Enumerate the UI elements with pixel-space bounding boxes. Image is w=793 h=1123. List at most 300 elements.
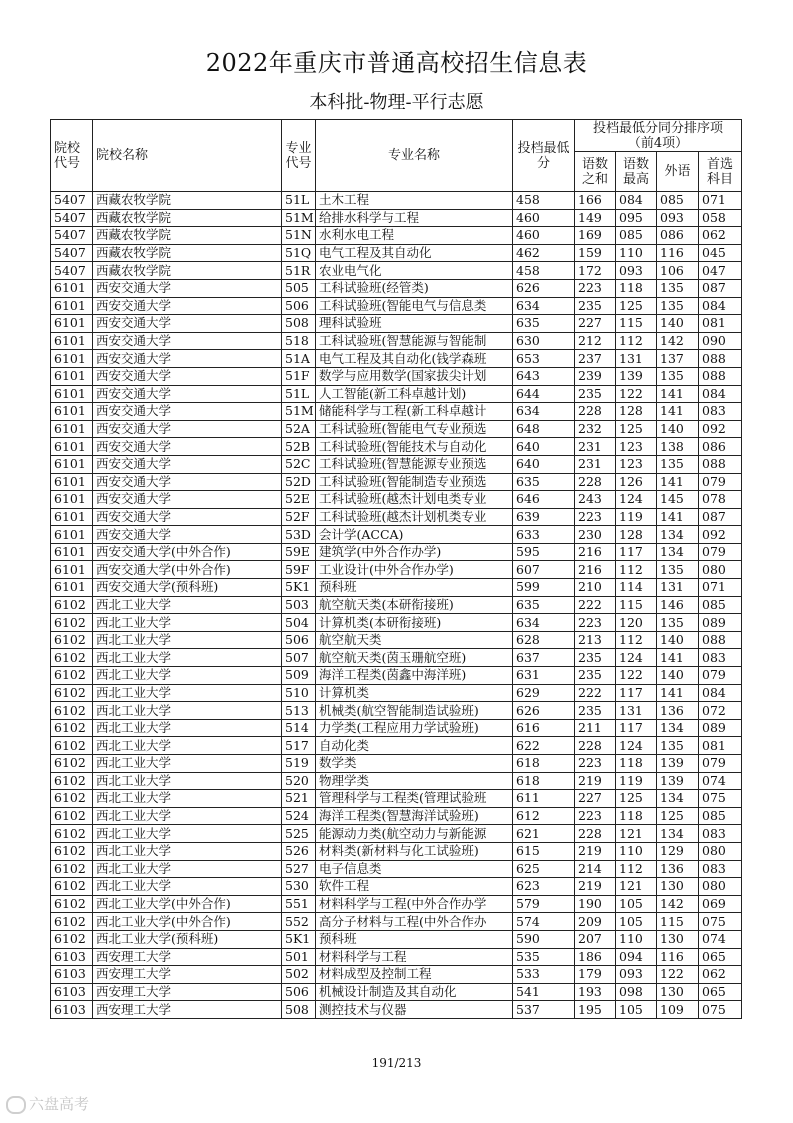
yushu-max-cell: 114: [616, 579, 657, 597]
major-name-cell: 会计学(ACCA): [316, 526, 513, 544]
major-name-cell: 工科试验班(智能制造专业预选: [316, 473, 513, 491]
school-code-cell: 6102: [51, 719, 93, 737]
school-code-cell: 6103: [51, 983, 93, 1001]
english-score-cell: 141: [657, 508, 699, 526]
school-name-cell: 西北工业大学: [93, 649, 282, 667]
major-name-cell: 测控技术与仪器: [316, 1001, 513, 1019]
first-subject-score-cell: 079: [699, 473, 742, 491]
first-subject-score-cell: 084: [699, 297, 742, 315]
school-name-cell: 西北工业大学(预科班): [93, 930, 282, 948]
school-code-cell: 6103: [51, 966, 93, 984]
major-code-cell: 524: [282, 807, 316, 825]
school-code-cell: 6103: [51, 1001, 93, 1019]
first-subject-score-cell: 062: [699, 227, 742, 245]
school-name-cell: 西安交通大学: [93, 473, 282, 491]
major-name-cell: 计算机类(本研衔接班): [316, 614, 513, 632]
major-name-cell: 力学类(工程应用力学试验班): [316, 719, 513, 737]
school-name-cell: 西藏农牧学院: [93, 227, 282, 245]
school-name-cell: 西藏农牧学院: [93, 209, 282, 227]
table-row: [51, 543, 742, 561]
school-code-cell: 6101: [51, 438, 93, 456]
yushu-max-cell: 124: [616, 649, 657, 667]
school-name-cell: 西安交通大学: [93, 403, 282, 421]
major-name-cell: 工科试验班(越杰计划电类专业: [316, 491, 513, 509]
school-code-cell: 6101: [51, 279, 93, 297]
major-code-cell: 526: [282, 842, 316, 860]
yushu-sum-cell: 179: [575, 966, 616, 984]
table-row: [51, 227, 742, 245]
english-score-cell: 141: [657, 649, 699, 667]
major-name-cell: 工业设计(中外合作办学): [316, 561, 513, 579]
major-code-cell: 52B: [282, 438, 316, 456]
yushu-sum-cell: 232: [575, 420, 616, 438]
school-code-cell: 6101: [51, 315, 93, 333]
yushu-sum-cell: 223: [575, 755, 616, 773]
min-score-cell: 599: [513, 579, 575, 597]
school-code-cell: 6102: [51, 895, 93, 913]
min-score-cell: 626: [513, 279, 575, 297]
major-code-cell: 52C: [282, 455, 316, 473]
min-score-cell: 630: [513, 332, 575, 350]
min-score-cell: 646: [513, 491, 575, 509]
school-code-cell: 6102: [51, 755, 93, 773]
yushu-max-cell: 098: [616, 983, 657, 1001]
table-row: [51, 403, 742, 421]
school-code-cell: 5407: [51, 262, 93, 280]
major-code-cell: 518: [282, 332, 316, 350]
major-name-cell: 农业电气化: [316, 262, 513, 280]
english-score-cell: 142: [657, 895, 699, 913]
min-score-cell: 640: [513, 438, 575, 456]
yushu-sum-cell: 210: [575, 579, 616, 597]
major-name-cell: 工科试验班(越杰计划机类专业: [316, 508, 513, 526]
yushu-max-cell: 085: [616, 227, 657, 245]
major-code-cell: 507: [282, 649, 316, 667]
school-name-cell: 西安交通大学: [93, 350, 282, 368]
table-row: [51, 614, 742, 632]
yushu-max-cell: 117: [616, 684, 657, 702]
yushu-max-cell: 119: [616, 772, 657, 790]
english-score-cell: 131: [657, 579, 699, 597]
yushu-max-cell: 105: [616, 913, 657, 931]
school-code-cell: 6102: [51, 702, 93, 720]
table-row: [51, 930, 742, 948]
page-title: 2022年重庆市普通高校招生信息表: [205, 49, 588, 77]
english-score-cell: 137: [657, 350, 699, 368]
major-code-cell: 552: [282, 913, 316, 931]
first-subject-score-cell: 065: [699, 983, 742, 1001]
school-name-cell: 西安理工大学: [93, 1001, 282, 1019]
first-subject-score-cell: 083: [699, 860, 742, 878]
yushu-sum-cell: 207: [575, 930, 616, 948]
table-row: [51, 385, 742, 403]
table-row: [51, 244, 742, 262]
min-score-cell: 622: [513, 737, 575, 755]
school-code-cell: 6102: [51, 913, 93, 931]
yushu-sum-cell: 211: [575, 719, 616, 737]
header-yushu-sum: 语数之和: [575, 152, 616, 192]
first-subject-score-cell: 075: [699, 1001, 742, 1019]
min-score-cell: 635: [513, 596, 575, 614]
english-score-cell: 129: [657, 842, 699, 860]
min-score-cell: 634: [513, 403, 575, 421]
yushu-sum-cell: 169: [575, 227, 616, 245]
school-code-cell: 6102: [51, 631, 93, 649]
yushu-max-cell: 094: [616, 948, 657, 966]
yushu-max-cell: 131: [616, 350, 657, 368]
english-score-cell: 116: [657, 244, 699, 262]
yushu-max-cell: 095: [616, 209, 657, 227]
major-name-cell: 能源动力类(航空动力与新能源: [316, 825, 513, 843]
major-code-cell: 506: [282, 297, 316, 315]
major-name-cell: 机械类(航空智能制造试验班): [316, 702, 513, 720]
school-code-cell: 6102: [51, 842, 93, 860]
yushu-sum-cell: 235: [575, 297, 616, 315]
table-row: [51, 491, 742, 509]
major-name-cell: 工科试验班(智能电气专业预选: [316, 420, 513, 438]
school-name-cell: 西安交通大学: [93, 491, 282, 509]
school-code-cell: 6102: [51, 790, 93, 808]
table-row: [51, 913, 742, 931]
table-row: [51, 790, 742, 808]
min-score-cell: 595: [513, 543, 575, 561]
yushu-max-cell: 110: [616, 244, 657, 262]
first-subject-score-cell: 079: [699, 667, 742, 685]
min-score-cell: 460: [513, 209, 575, 227]
first-subject-score-cell: 062: [699, 966, 742, 984]
yushu-max-cell: 112: [616, 561, 657, 579]
major-name-cell: 给排水科学与工程: [316, 209, 513, 227]
english-score-cell: 130: [657, 930, 699, 948]
school-code-cell: 6101: [51, 561, 93, 579]
min-score-cell: 635: [513, 315, 575, 333]
yushu-sum-cell: 237: [575, 350, 616, 368]
min-score-cell: 625: [513, 860, 575, 878]
major-name-cell: 电气工程及其自动化: [316, 244, 513, 262]
school-code-cell: 6102: [51, 614, 93, 632]
first-subject-score-cell: 083: [699, 825, 742, 843]
major-name-cell: 建筑学(中外合作办学): [316, 543, 513, 561]
first-subject-score-cell: 085: [699, 596, 742, 614]
yushu-sum-cell: 222: [575, 596, 616, 614]
major-code-cell: 520: [282, 772, 316, 790]
major-code-cell: 504: [282, 614, 316, 632]
english-score-cell: 122: [657, 966, 699, 984]
min-score-cell: 462: [513, 244, 575, 262]
school-name-cell: 西北工业大学: [93, 807, 282, 825]
major-code-cell: 517: [282, 737, 316, 755]
yushu-max-cell: 124: [616, 737, 657, 755]
min-score-cell: 590: [513, 930, 575, 948]
school-code-cell: 6103: [51, 948, 93, 966]
yushu-max-cell: 126: [616, 473, 657, 491]
yushu-sum-cell: 228: [575, 737, 616, 755]
header-first-subject: 首选科目: [699, 152, 742, 192]
first-subject-score-cell: 074: [699, 930, 742, 948]
min-score-cell: 623: [513, 878, 575, 896]
yushu-max-cell: 112: [616, 332, 657, 350]
school-name-cell: 西安交通大学: [93, 279, 282, 297]
first-subject-score-cell: 047: [699, 262, 742, 280]
yushu-sum-cell: 190: [575, 895, 616, 913]
major-code-cell: 506: [282, 983, 316, 1001]
yushu-max-cell: 117: [616, 543, 657, 561]
yushu-sum-cell: 216: [575, 543, 616, 561]
english-score-cell: 139: [657, 772, 699, 790]
first-subject-score-cell: 092: [699, 526, 742, 544]
school-name-cell: 西安理工大学: [93, 966, 282, 984]
school-code-cell: 6101: [51, 579, 93, 597]
first-subject-score-cell: 072: [699, 702, 742, 720]
english-score-cell: 115: [657, 913, 699, 931]
first-subject-score-cell: 092: [699, 420, 742, 438]
english-score-cell: 136: [657, 860, 699, 878]
school-name-cell: 西安交通大学: [93, 385, 282, 403]
min-score-cell: 637: [513, 649, 575, 667]
school-name-cell: 西北工业大学: [93, 755, 282, 773]
english-score-cell: 145: [657, 491, 699, 509]
table-row: [51, 719, 742, 737]
school-code-cell: 6101: [51, 473, 93, 491]
min-score-cell: 648: [513, 420, 575, 438]
first-subject-score-cell: 079: [699, 755, 742, 773]
school-code-cell: 6102: [51, 737, 93, 755]
major-code-cell: 51L: [282, 192, 316, 210]
first-subject-score-cell: 089: [699, 614, 742, 632]
page-number: 191/213: [371, 1056, 422, 1070]
table-row: [51, 473, 742, 491]
min-score-cell: 535: [513, 948, 575, 966]
major-name-cell: 工科试验班(智能技术与自动化: [316, 438, 513, 456]
major-name-cell: 土木工程: [316, 192, 513, 210]
yushu-sum-cell: 235: [575, 649, 616, 667]
first-subject-score-cell: 074: [699, 772, 742, 790]
min-score-cell: 629: [513, 684, 575, 702]
first-subject-score-cell: 079: [699, 543, 742, 561]
school-code-cell: 5407: [51, 227, 93, 245]
school-code-cell: 6101: [51, 297, 93, 315]
min-score-cell: 611: [513, 790, 575, 808]
school-name-cell: 西藏农牧学院: [93, 192, 282, 210]
english-score-cell: 093: [657, 209, 699, 227]
english-score-cell: 134: [657, 526, 699, 544]
table-row: [51, 667, 742, 685]
yushu-max-cell: 121: [616, 878, 657, 896]
yushu-max-cell: 110: [616, 842, 657, 860]
yushu-max-cell: 125: [616, 420, 657, 438]
header-tie-group-note: （前4项）: [627, 135, 689, 151]
yushu-max-cell: 123: [616, 438, 657, 456]
table-row: [51, 332, 742, 350]
yushu-max-cell: 125: [616, 790, 657, 808]
english-score-cell: 138: [657, 438, 699, 456]
header-min-score: 投档最低分: [513, 120, 575, 192]
min-score-cell: 460: [513, 227, 575, 245]
min-score-cell: 533: [513, 966, 575, 984]
min-score-cell: 644: [513, 385, 575, 403]
school-code-cell: 6102: [51, 596, 93, 614]
major-name-cell: 电子信息类: [316, 860, 513, 878]
english-score-cell: 134: [657, 719, 699, 737]
yushu-sum-cell: 186: [575, 948, 616, 966]
school-name-cell: 西安交通大学: [93, 420, 282, 438]
first-subject-score-cell: 084: [699, 684, 742, 702]
admission-table: [50, 119, 742, 1019]
min-score-cell: 458: [513, 192, 575, 210]
yushu-max-cell: 112: [616, 631, 657, 649]
min-score-cell: 653: [513, 350, 575, 368]
major-code-cell: 59E: [282, 543, 316, 561]
major-code-cell: 527: [282, 860, 316, 878]
major-name-cell: 电气工程及其自动化(钱学森班: [316, 350, 513, 368]
table-row: [51, 860, 742, 878]
major-code-cell: 508: [282, 315, 316, 333]
yushu-max-cell: 131: [616, 702, 657, 720]
school-code-cell: 6101: [51, 367, 93, 385]
yushu-sum-cell: 243: [575, 491, 616, 509]
major-name-cell: 水利水电工程: [316, 227, 513, 245]
english-score-cell: 134: [657, 790, 699, 808]
english-score-cell: 136: [657, 702, 699, 720]
header-school-code: 院校代号: [51, 120, 93, 192]
first-subject-score-cell: 078: [699, 491, 742, 509]
major-code-cell: 506: [282, 631, 316, 649]
major-code-cell: 51Q: [282, 244, 316, 262]
english-score-cell: 109: [657, 1001, 699, 1019]
english-score-cell: 130: [657, 983, 699, 1001]
english-score-cell: 134: [657, 825, 699, 843]
major-code-cell: 51N: [282, 227, 316, 245]
school-name-cell: 西安交通大学: [93, 332, 282, 350]
table-row: [51, 684, 742, 702]
table-row: [51, 895, 742, 913]
school-name-cell: 西北工业大学: [93, 772, 282, 790]
yushu-sum-cell: 166: [575, 192, 616, 210]
major-code-cell: 501: [282, 948, 316, 966]
school-name-cell: 西北工业大学: [93, 790, 282, 808]
school-name-cell: 西北工业大学(中外合作): [93, 913, 282, 931]
major-name-cell: 航空航天类: [316, 631, 513, 649]
english-score-cell: 140: [657, 315, 699, 333]
table-row: [51, 772, 742, 790]
yushu-max-cell: 105: [616, 895, 657, 913]
school-code-cell: 6101: [51, 526, 93, 544]
yushu-sum-cell: 228: [575, 403, 616, 421]
major-code-cell: 5K1: [282, 579, 316, 597]
yushu-sum-cell: 235: [575, 702, 616, 720]
header-major-code: 专业代号: [282, 120, 316, 192]
major-code-cell: 52D: [282, 473, 316, 491]
school-code-cell: 6101: [51, 508, 93, 526]
major-name-cell: 预科班: [316, 579, 513, 597]
table-row: [51, 315, 742, 333]
school-name-cell: 西安交通大学: [93, 297, 282, 315]
yushu-max-cell: 139: [616, 367, 657, 385]
english-score-cell: 139: [657, 755, 699, 773]
english-score-cell: 130: [657, 878, 699, 896]
first-subject-score-cell: 080: [699, 561, 742, 579]
yushu-sum-cell: 212: [575, 332, 616, 350]
table-row: [51, 948, 742, 966]
min-score-cell: 640: [513, 455, 575, 473]
yushu-sum-cell: 227: [575, 790, 616, 808]
major-code-cell: 52E: [282, 491, 316, 509]
yushu-sum-cell: 228: [575, 473, 616, 491]
table-row: [51, 508, 742, 526]
major-code-cell: 51A: [282, 350, 316, 368]
yushu-sum-cell: 159: [575, 244, 616, 262]
table-row: [51, 825, 742, 843]
first-subject-score-cell: 045: [699, 244, 742, 262]
major-code-cell: 551: [282, 895, 316, 913]
major-code-cell: 514: [282, 719, 316, 737]
major-name-cell: 数学与应用数学(国家拔尖计划: [316, 367, 513, 385]
table-row: [51, 878, 742, 896]
major-code-cell: 51R: [282, 262, 316, 280]
school-code-cell: 6101: [51, 420, 93, 438]
school-name-cell: 西北工业大学: [93, 667, 282, 685]
english-score-cell: 135: [657, 279, 699, 297]
header-major-name: 专业名称: [316, 120, 513, 192]
school-name-cell: 西北工业大学: [93, 842, 282, 860]
school-code-cell: 6101: [51, 403, 93, 421]
major-code-cell: 53D: [282, 526, 316, 544]
yushu-sum-cell: 231: [575, 438, 616, 456]
school-name-cell: 西安交通大学(中外合作): [93, 561, 282, 579]
min-score-cell: 634: [513, 614, 575, 632]
first-subject-score-cell: 080: [699, 842, 742, 860]
major-code-cell: 52A: [282, 420, 316, 438]
school-name-cell: 西北工业大学: [93, 702, 282, 720]
major-name-cell: 预科班: [316, 930, 513, 948]
watermark-text: 六盘高考: [29, 1095, 90, 1113]
major-name-cell: 机械设计制造及其自动化: [316, 983, 513, 1001]
min-score-cell: 537: [513, 1001, 575, 1019]
school-name-cell: 西北工业大学: [93, 825, 282, 843]
school-name-cell: 西北工业大学: [93, 596, 282, 614]
yushu-sum-cell: 213: [575, 631, 616, 649]
major-name-cell: 理科试验班: [316, 315, 513, 333]
yushu-max-cell: 123: [616, 455, 657, 473]
yushu-sum-cell: 223: [575, 614, 616, 632]
school-code-cell: 6102: [51, 878, 93, 896]
english-score-cell: 135: [657, 737, 699, 755]
yushu-max-cell: 118: [616, 279, 657, 297]
school-code-cell: 6102: [51, 860, 93, 878]
min-score-cell: 612: [513, 807, 575, 825]
min-score-cell: 631: [513, 667, 575, 685]
school-name-cell: 西安交通大学: [93, 508, 282, 526]
major-name-cell: 工科试验班(智慧能源与智能制: [316, 332, 513, 350]
school-code-cell: 6102: [51, 930, 93, 948]
school-code-cell: 6101: [51, 350, 93, 368]
school-code-cell: 6102: [51, 772, 93, 790]
table-row: [51, 842, 742, 860]
table-row: [51, 367, 742, 385]
major-name-cell: 管理科学与工程类(管理试验班: [316, 790, 513, 808]
first-subject-score-cell: 071: [699, 579, 742, 597]
major-code-cell: 513: [282, 702, 316, 720]
first-subject-score-cell: 065: [699, 948, 742, 966]
major-code-cell: 59F: [282, 561, 316, 579]
yushu-sum-cell: 195: [575, 1001, 616, 1019]
yushu-max-cell: 115: [616, 596, 657, 614]
table-row: [51, 737, 742, 755]
school-code-cell: 6101: [51, 543, 93, 561]
major-name-cell: 计算机类: [316, 684, 513, 702]
yushu-max-cell: 124: [616, 491, 657, 509]
table-row: [51, 702, 742, 720]
